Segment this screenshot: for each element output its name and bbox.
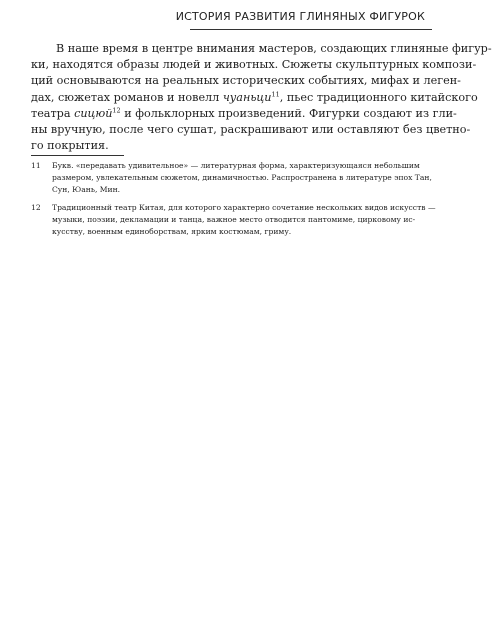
paragraph-line-1: В наше время в центре внимания мастеров, создающих глиняные фигур- — [56, 42, 492, 55]
footnote-line: размером, увлекательным сюжетом, динамичностью. Распространена в литературе эпох Тан, — [52, 173, 432, 182]
paragraph-line-6: ны вручную, после чего сушат, раскрашивают или оставляют без цветно- — [31, 123, 471, 137]
term-xiqu: сицюй — [74, 106, 113, 120]
paragraph-line-4-start: дах, сюжетах романов и новелл — [31, 90, 223, 104]
running-header-title: ИСТОРИЯ РАЗВИТИЯ ГЛИНЯНЫХ ФИГУРОК — [175, 10, 425, 23]
paragraph-line-5-start: театра — [31, 106, 75, 120]
footnote-12 — [31, 202, 436, 238]
footnote-ref-11[interactable]: 11 — [271, 89, 280, 98]
footnote-line: Букв. «передавать удивительное» — литературная форма, характеризующаяся небольшим — [52, 161, 420, 170]
footnote-line: Традиционный театр Китая, для которого характерно сочетание нескольких видов искусств — — [52, 203, 436, 212]
header-rule — [190, 29, 432, 30]
footnote-number: 12 — [31, 203, 41, 212]
paragraph-line-7: го покрытия. — [31, 139, 109, 153]
footnote-separator — [31, 155, 124, 156]
paragraph-line-5-end: и фольклорных произведений. Фигурки создают из гли- — [120, 106, 457, 120]
footnote-ref-12[interactable]: 12 — [112, 106, 121, 115]
paragraph-line-4 — [31, 89, 478, 106]
paragraph-line-5 — [31, 106, 457, 122]
paragraph-line-2: ки, находятся образы людей и животных. Сюжеты скульптурных компози- — [31, 58, 477, 72]
main-paragraph — [31, 41, 492, 154]
footnote-11 — [31, 160, 432, 196]
footnotes-section — [31, 160, 436, 244]
paragraph-line-3: ций основываются на реальных исторических событиях, мифах и леген- — [31, 74, 461, 88]
footnote-number: 11 — [31, 161, 41, 170]
footnote-line: музыки, поэзии, декламации и танца, важное место отводится пантомиме, цирковому ис- — [52, 215, 416, 224]
term-chuanqi: чуаньци — [222, 90, 272, 104]
footnote-line: Сун, Юань, Мин. — [52, 185, 121, 194]
footnote-line: кусству, военным единоборствам, ярким костюмам, гриму. — [52, 227, 292, 236]
paragraph-line-4-end: , пьес традиционного китайского — [279, 90, 478, 104]
